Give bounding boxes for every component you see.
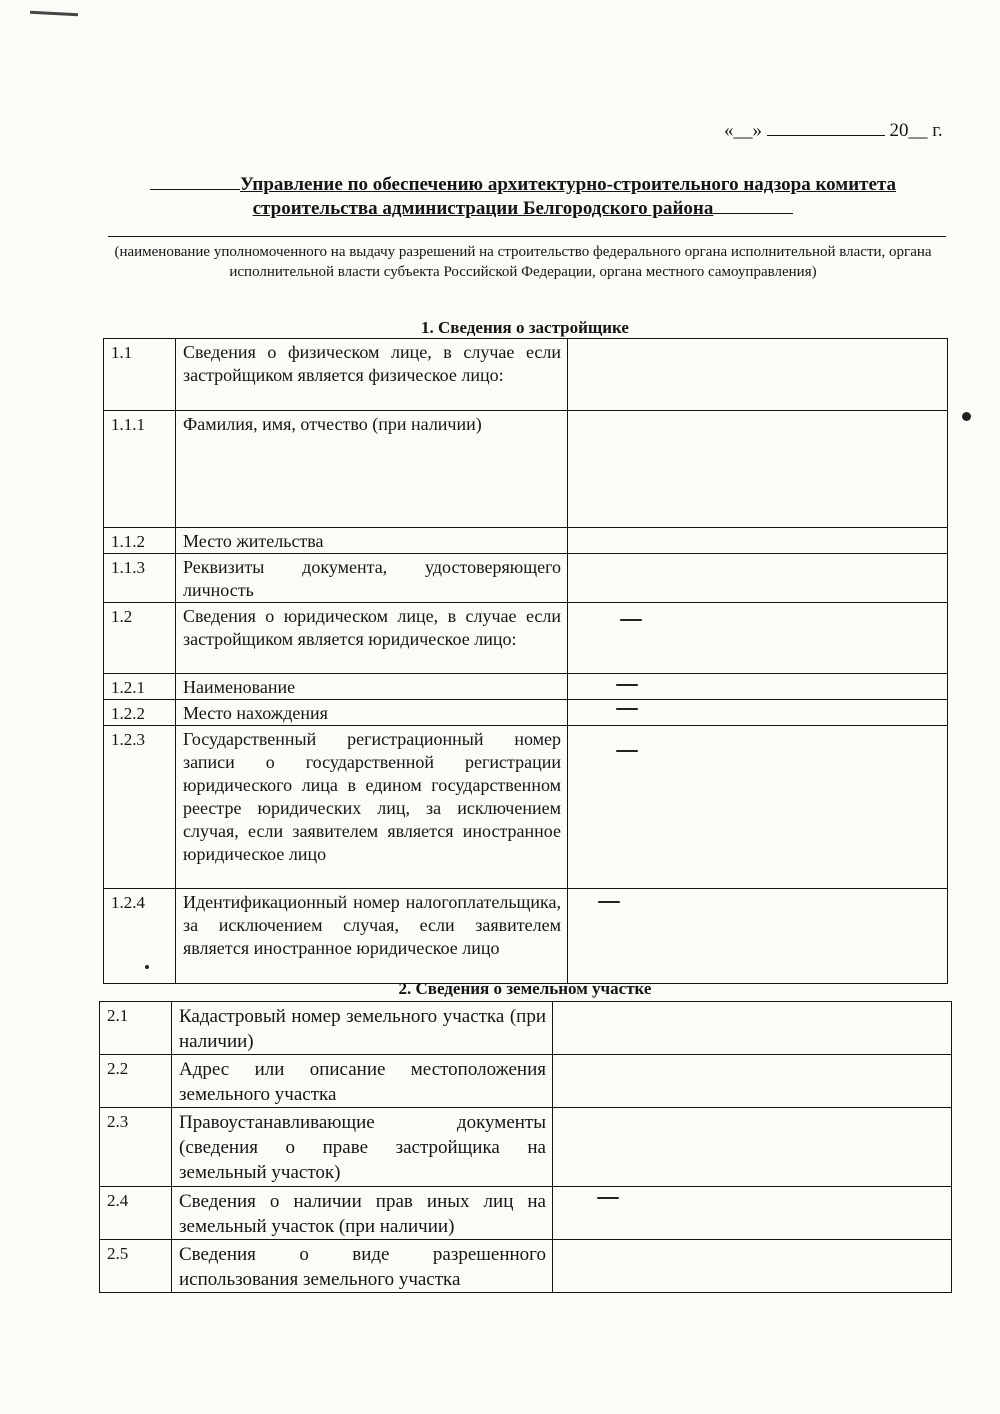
row-label: Фамилия, имя, отчество (при наличии) bbox=[176, 411, 568, 528]
authority-name-line2: строительства администрации Белгородского района bbox=[252, 198, 714, 219]
table-row bbox=[100, 1055, 952, 1108]
authority-name-line1: Управление по обеспечению архитектурно-строительного надзора комитета bbox=[239, 174, 897, 195]
row-number: 1.2.3 bbox=[104, 726, 176, 889]
table-row bbox=[100, 1002, 952, 1055]
row-value bbox=[598, 901, 620, 903]
row-label: Сведения о юридическом лице, в случае если застройщиком является юридическое лицо: bbox=[176, 603, 568, 674]
row-value-field[interactable] bbox=[568, 603, 948, 674]
table-row bbox=[104, 603, 948, 674]
row-value-field[interactable] bbox=[568, 726, 948, 889]
row-number: 1.1.1 bbox=[104, 411, 176, 528]
row-value-field[interactable] bbox=[568, 700, 948, 726]
row-number: 1.1.2 bbox=[104, 528, 176, 554]
row-number: 2.5 bbox=[100, 1240, 172, 1293]
table-row bbox=[100, 1108, 952, 1187]
row-label: Сведения о физическом лице, в случае если застройщиком является физическое лицо: bbox=[176, 339, 568, 411]
row-value bbox=[616, 708, 638, 710]
row-value-field[interactable] bbox=[553, 1108, 952, 1187]
row-label: Идентификационный номер налогоплательщика, за исключением случая, если заявителем является иностранное юридическое лицо bbox=[176, 889, 568, 984]
table-row bbox=[104, 554, 948, 603]
date-month-blank bbox=[767, 118, 885, 136]
row-number: 2.2 bbox=[100, 1055, 172, 1108]
row-value-field[interactable] bbox=[568, 554, 948, 603]
section2-title: 2. Сведения о земельном участке bbox=[398, 979, 652, 998]
row-value bbox=[616, 684, 638, 686]
table-row bbox=[100, 1187, 952, 1240]
row-label: Адрес или описание местоположения земельного участка bbox=[172, 1055, 553, 1108]
row-value-field[interactable] bbox=[568, 411, 948, 528]
row-value-field[interactable] bbox=[568, 339, 948, 411]
date-day: «__» bbox=[724, 120, 762, 141]
land-plot-table bbox=[99, 1001, 952, 1293]
row-number: 2.4 bbox=[100, 1187, 172, 1240]
row-label: Кадастровый номер земельного участка (при наличии) bbox=[172, 1002, 553, 1055]
section1-title: 1. Сведения о застройщике bbox=[421, 318, 629, 337]
table-row bbox=[104, 339, 948, 411]
row-label: Правоустанавливающие документы (сведения о праве застройщика на земельный участок) bbox=[172, 1108, 553, 1187]
authority-name bbox=[100, 172, 946, 220]
table-row bbox=[104, 674, 948, 700]
row-label: Государственный регистрационный номер записи о государственной регистрации юридического лица в едином государственном реестре юридических лиц, за исключением случая, если заявителем является иностранное юридическое лицо bbox=[176, 726, 568, 889]
row-value bbox=[620, 619, 642, 621]
row-number: 2.3 bbox=[100, 1108, 172, 1187]
table-row bbox=[104, 889, 948, 984]
authority-rule bbox=[108, 236, 946, 237]
table-row bbox=[100, 1240, 952, 1293]
row-number: 1.1 bbox=[104, 339, 176, 411]
row-label: Место нахождения bbox=[176, 700, 568, 726]
applicant-table bbox=[103, 338, 948, 984]
bullet-mark bbox=[145, 965, 149, 969]
table-row bbox=[104, 726, 948, 889]
row-label: Реквизиты документа, удостоверяющего личность bbox=[176, 554, 568, 603]
row-value-field[interactable] bbox=[553, 1002, 952, 1055]
authority-caption: (наименование уполномоченного на выдачу разрешений на строительство федерального органа исполнительной власти, органа исполнительной власти субъекта Российской Федерации, органа местного самоуправления) bbox=[114, 244, 932, 280]
row-label: Наименование bbox=[176, 674, 568, 700]
row-number: 1.2 bbox=[104, 603, 176, 674]
row-label: Сведения о виде разрешенного использования земельного участка bbox=[172, 1240, 553, 1293]
row-value bbox=[616, 750, 638, 752]
table-row bbox=[104, 700, 948, 726]
row-number: 1.2.4 bbox=[104, 889, 176, 984]
date-line bbox=[724, 118, 943, 142]
row-number: 2.1 bbox=[100, 1002, 172, 1055]
row-value-field[interactable] bbox=[568, 889, 948, 984]
row-value-field[interactable] bbox=[553, 1055, 952, 1108]
row-number: 1.2.1 bbox=[104, 674, 176, 700]
row-value-field[interactable] bbox=[568, 674, 948, 700]
row-number: 1.1.3 bbox=[104, 554, 176, 603]
row-label: Место жительства bbox=[176, 528, 568, 554]
row-value bbox=[597, 1197, 619, 1199]
table-row bbox=[104, 411, 948, 528]
row-value-field[interactable] bbox=[553, 1240, 952, 1293]
row-value-field[interactable] bbox=[568, 528, 948, 554]
row-value-field[interactable] bbox=[553, 1187, 952, 1240]
table-row bbox=[104, 528, 948, 554]
scan-artifact-mark bbox=[30, 11, 78, 17]
row-number: 1.2.2 bbox=[104, 700, 176, 726]
row-label: Сведения о наличии прав иных лиц на земельный участок (при наличии) bbox=[172, 1187, 553, 1240]
scan-dot bbox=[962, 412, 971, 421]
date-year: 20__ г. bbox=[889, 120, 943, 141]
